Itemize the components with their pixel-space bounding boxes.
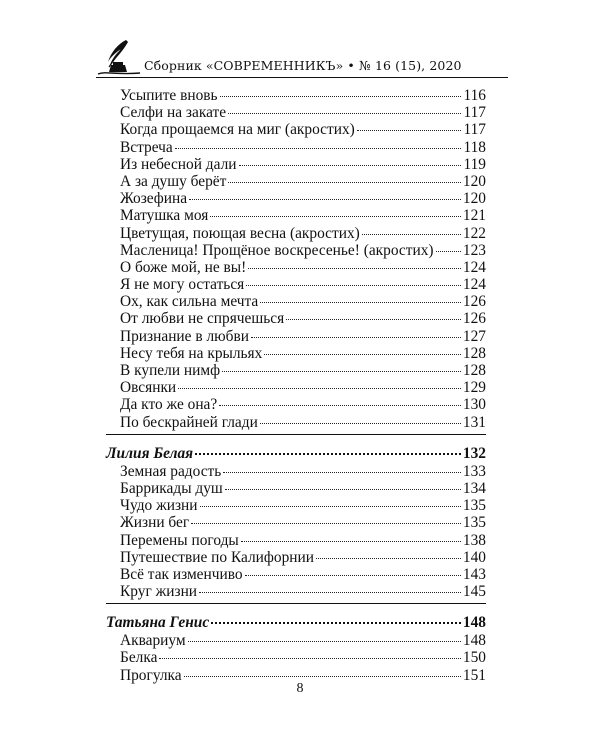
dot-leader [246,285,461,286]
toc-entry-title: Матушка моя [120,207,209,225]
toc-page-number: 120 [462,190,486,208]
toc-author-heading [106,614,486,632]
dot-leader [436,251,461,252]
page-number: 8 [296,681,304,696]
toc-page-number: 127 [462,327,486,345]
dot-leader [362,234,461,235]
toc-entry-title: Жизни бег [120,514,190,532]
toc-section-author [106,445,486,605]
toc-page-number: 135 [462,514,486,532]
toc-entry [106,345,486,362]
dot-leader [189,199,461,200]
dot-leader [225,489,461,490]
dot-leader [210,216,461,217]
toc-entry-title: Я не могу остаться [120,276,245,294]
dot-leader [199,592,461,593]
toc-entry-title: Путешествие по Калифорнии [120,548,314,566]
dot-leader [286,319,461,320]
toc-entry [106,480,486,497]
toc-entry [106,121,486,138]
toc-page-number: 116 [463,87,486,104]
toc-page-number: 121 [462,207,486,225]
toc-entry-title: Цветущая, поющая весна (акростих) [120,224,360,242]
toc-page-number: 150 [462,649,486,667]
toc-page-number: 122 [462,224,486,242]
toc-entry [106,514,486,531]
dot-leader [184,676,461,677]
toc-author-heading [106,445,486,463]
toc-entry-title: Баррикады душ [120,479,223,497]
toc-page-number: 120 [462,172,486,190]
toc-page-number: 126 [462,310,486,328]
toc-entry [106,242,486,259]
toc-entry [106,310,486,327]
dot-leader [223,472,461,473]
toc-entry [106,328,486,345]
toc-page-number: 118 [463,138,486,156]
toc-page-number: 129 [462,379,486,397]
toc-entry-title: Из небесной дали [120,155,237,173]
dot-leader [159,658,460,659]
toc-entry [106,276,486,293]
header-title: Сборник «СОВРЕМЕННИКЪ» • № 16 (15), 2020 [144,58,462,73]
quill-inkwell-icon [96,38,142,76]
toc-entry-title: Аквариум [120,632,186,650]
dot-leader [251,337,461,338]
toc-entry [106,549,486,566]
toc-page-number: 133 [462,462,486,480]
toc-entry [106,156,486,173]
toc-entry [106,87,486,104]
toc-entry-title: Чудо жизни [120,497,198,515]
toc-entry [106,259,486,276]
toc-entry [106,362,486,379]
toc-page-number: 128 [462,344,486,362]
toc-page-number: 140 [462,548,486,566]
toc-entry [106,207,486,224]
table-of-contents [106,87,486,687]
toc-entry-title: В купели нимф [120,362,221,379]
toc-page-number: 128 [462,362,486,379]
header-divider [96,77,508,78]
dot-leader [195,453,461,455]
toc-entry-title: Круг жизни [120,583,198,601]
toc-page-number: 143 [462,565,486,583]
toc-entry [106,190,486,207]
toc-section-author [106,614,486,687]
toc-page-number: 119 [463,155,486,173]
toc-entry-title: Усыпите вновь [120,87,218,104]
dot-leader [357,130,462,131]
dot-leader [188,641,461,642]
toc-entry-title: А за душу берёт [120,172,227,190]
dot-leader [316,558,461,559]
running-header [96,38,508,78]
toc-entry [106,173,486,190]
dot-leader [228,113,461,114]
toc-entry-title: Несу тебя на крыльях [120,344,263,362]
toc-entry [106,583,486,600]
toc-entry-title: Перемены погоды [120,531,239,549]
dot-leader [248,268,461,269]
toc-page-number: 131 [462,413,486,431]
toc-page-number: 124 [462,276,486,294]
toc-entry-title: О боже мой, не вы! [120,258,247,276]
dot-leader [239,165,462,166]
toc-entry-title: Масленица! Прощёное воскресенье! (акростих) [120,241,434,259]
toc-entry-title: Всё так изменчиво [120,565,243,583]
toc-page-number: 134 [462,479,486,497]
toc-page-number: 126 [462,293,486,311]
toc-entry [106,104,486,121]
dot-leader [211,622,461,624]
dot-leader [264,354,461,355]
toc-page-number: 123 [462,241,486,259]
toc-page-number: 117 [463,104,486,122]
toc-entry [106,497,486,514]
toc-entry [106,396,486,413]
toc-entry [106,566,486,583]
toc-author-name: Лилия Белая [106,444,194,462]
toc-page-number: 151 [462,666,486,684]
toc-entry-title: Овсянки [120,379,177,397]
toc-entry [106,649,486,666]
toc-entry-title: Да кто же она? [120,396,218,414]
dot-leader [245,575,461,576]
toc-entry-title: Ох, как сильна мечта [120,293,259,311]
dot-leader [175,148,462,149]
toc-entry-title: Встреча [120,138,173,156]
dot-leader [222,371,461,372]
dot-leader [220,96,462,97]
toc-page-number: 132 [462,444,486,462]
toc-entry-title: Селфи на закате [120,104,227,122]
dot-leader [260,302,461,303]
dot-leader [178,388,461,389]
toc-page-number: 148 [462,614,486,632]
toc-page-number: 117 [463,121,486,139]
dot-leader [260,423,461,424]
toc-entry-title: Земная радость [120,462,222,480]
toc-entry [106,414,486,431]
dot-leader [228,182,461,183]
toc-entry [106,225,486,242]
toc-section-continued [106,87,486,435]
toc-page-number: 124 [462,258,486,276]
toc-entry-title: От любви не спрячешься [120,310,285,328]
toc-entry-title: Прогулка [120,666,182,684]
toc-page-number: 138 [462,531,486,549]
toc-entry [106,463,486,480]
toc-page-number: 130 [462,396,486,414]
dot-leader [200,506,461,507]
toc-entry-title: Признание в любви [120,327,249,345]
dot-leader [241,541,461,542]
dot-leader [191,523,461,524]
toc-entry-title: Белка [120,649,158,667]
toc-page-number: 145 [462,583,486,601]
toc-page-number: 148 [462,632,486,650]
toc-entry-title: Жозефина [120,190,188,208]
toc-entry [106,379,486,396]
toc-entry [106,532,486,549]
toc-entry-title: Когда прощаемся на миг (акростих) [120,121,355,139]
toc-entry [106,139,486,156]
toc-entry [106,632,486,649]
dot-leader [219,405,461,406]
toc-author-name: Татьяна Генис [106,614,210,632]
toc-entry [106,293,486,310]
toc-page-number: 135 [462,497,486,515]
toc-entry-title: По бескрайней глади [120,413,258,431]
